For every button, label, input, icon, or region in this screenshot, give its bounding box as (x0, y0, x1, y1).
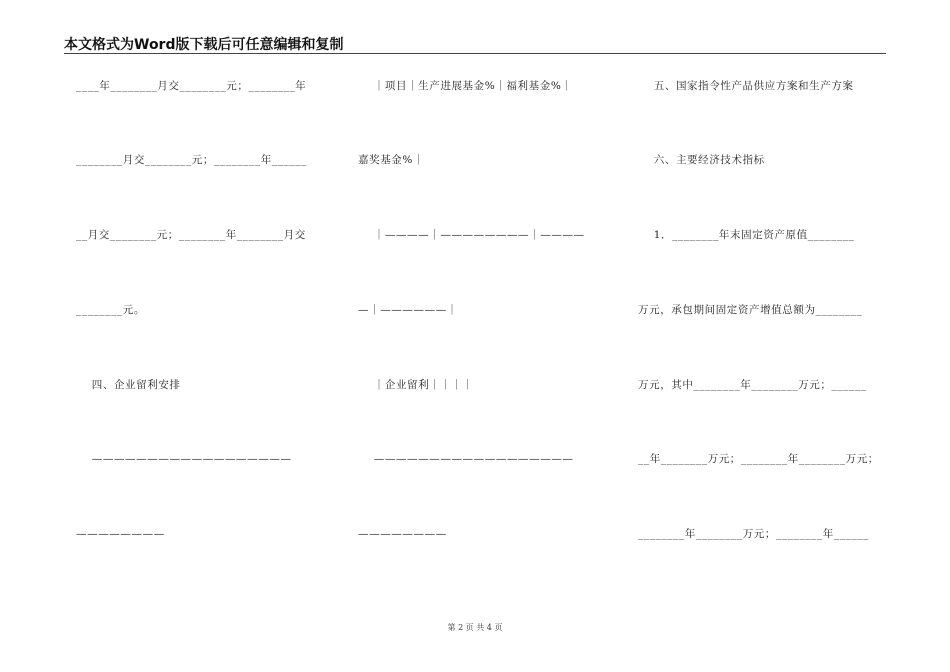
text-line: ________元。 (76, 304, 145, 316)
section-heading: 五、国家指令性产品供应方案和生产方案 (638, 80, 854, 92)
table-separator-row: ｜————｜————————｜———— (358, 229, 585, 241)
text-line: ____年________月交________元；________年 (76, 80, 307, 92)
header-divider (64, 53, 886, 54)
table-header-row: ｜项目｜生产进展基金%｜福利基金%｜ (358, 80, 573, 92)
dash-line: ———————— (76, 528, 165, 540)
text-line: 1．________年末固定资产原值________ (638, 229, 855, 241)
text-line: ________年________万元；________年______ (638, 528, 869, 540)
section-heading: 六、主要经济技术指标 (638, 154, 765, 166)
page-number: 第 2 页 共 4 页 (447, 623, 503, 632)
document-header-title: 本文格式为Word版下载后可任意编辑和复制 (64, 37, 344, 53)
table-header-row-cont: 嘉奖基金%｜ (358, 154, 425, 166)
table-data-row: ｜企业留利｜｜｜｜ (358, 379, 474, 391)
text-line: __年________万元；________年________万元； (638, 453, 879, 465)
text-line: ________月交________元；________年______ (76, 154, 307, 166)
dash-line: ———————— (358, 528, 447, 540)
text-line: 万元，承包期间固定资产增值总额为________ (638, 304, 863, 316)
text-line: __月交________元；________年________月交 (76, 229, 306, 241)
text-line: 万元，其中________年________万元；______ (638, 379, 867, 391)
dash-line: —————————————————— (358, 453, 574, 465)
section-heading: 四、企业留利安排 (76, 379, 181, 391)
dash-line: —————————————————— (76, 453, 292, 465)
table-separator-row-cont: —｜——————｜ (358, 304, 458, 316)
